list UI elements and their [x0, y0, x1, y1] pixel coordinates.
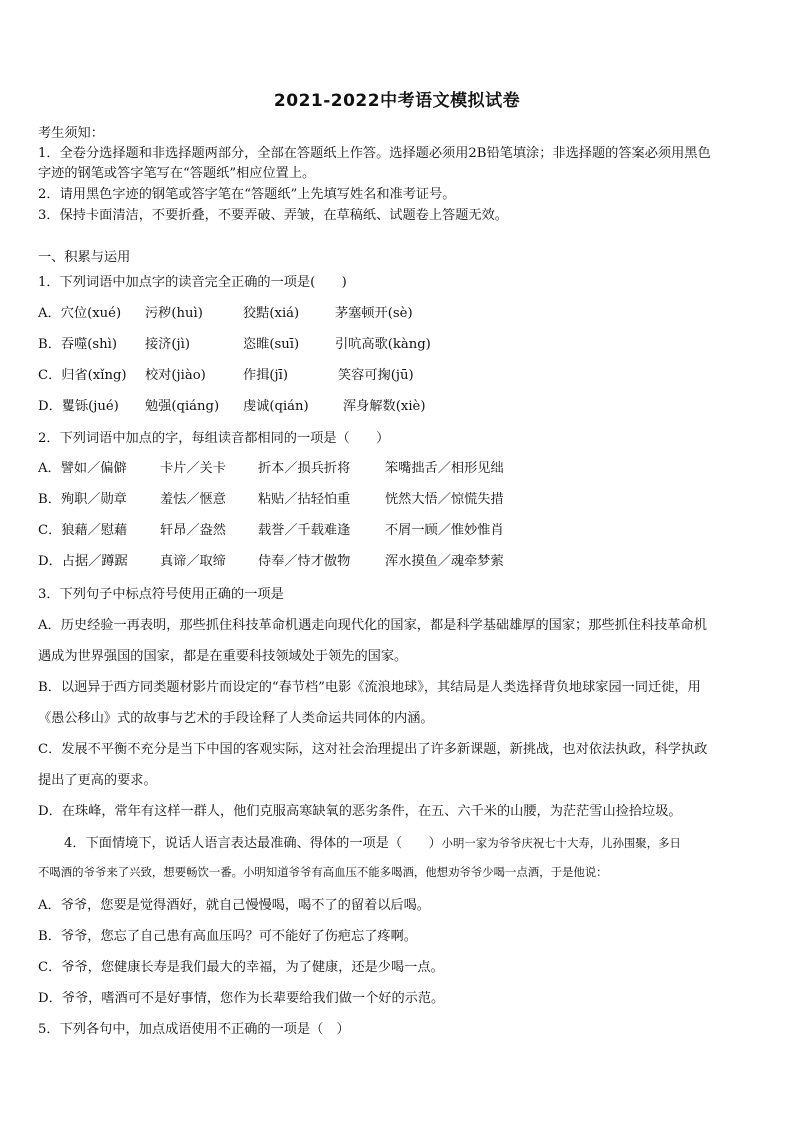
q3-line-7: D．在珠峰，常年有这样一群人，他们克服高寒缺氧的恶劣条件，在五、六千米的山腰，为茫茫雪山捡拾垃圾。: [38, 804, 682, 819]
q5-stem: 5．下列各句中，加点成语使用不正确的一项是（ ）: [38, 1022, 350, 1037]
q1-b-2: 接济(jì): [145, 337, 190, 352]
q1-a-3: 狡黠(xiá): [243, 306, 300, 321]
notice-line-2: 字迹的钢笔或答字笔写在“答题纸”相应位置上。: [38, 166, 316, 181]
q3-line-5: C．发展不平衡不充分是当下中国的客观实际，这对社会治理提出了许多新课题，新挑战，也对依法执政，科学执政: [38, 742, 708, 757]
q4-option-d: D．爷爷，嗜酒可不是好事情，您作为长辈要给我们做一个好的示范。: [38, 991, 445, 1006]
q1-c-1: C．归省(xǐng): [38, 368, 127, 383]
notice-line-3: 2．请用黑色字迹的钢笔或答字笔在“答题纸”上先填写姓名和准考证号。: [38, 187, 456, 202]
q3-line-1: A．历史经验一再表明，那些抓住科技革命机遇走向现代化的国家，都是科学基础雄厚的国家；那些抓住科技革命机: [38, 618, 707, 633]
notice-heading: 考生须知：: [38, 126, 104, 141]
notice-line-1: 1．全卷分选择题和非选择题两部分，全部在答题纸上作答。选择题必须用2B铅笔填涂；非选择题的答案必须用黑色: [38, 146, 711, 161]
q2-a-1: A．譬如／偏僻: [38, 461, 127, 476]
q3-stem: 3．下列句子中标点符号使用正确的一项是: [38, 587, 284, 602]
q2-d-4: 浑水摸鱼／魂牵梦萦: [385, 554, 504, 569]
q2-b-1: B．殉职／勋章: [38, 492, 127, 507]
q2-c-3: 载誉／千载难逢: [258, 523, 351, 538]
q1-a-2: 污秽(huì): [145, 306, 203, 321]
q1-b-4: 引吭高歌(kàng): [335, 337, 431, 352]
q4-stem-line: [64, 832, 681, 851]
q4-context-1: 小明一家为爷爷庆祝七十大寿，儿孙围聚，多日: [441, 836, 681, 850]
q2-a-4: 笨嘴拙舌／相形见绌: [385, 461, 504, 476]
q1-c-4: 笑容可掬(jū): [338, 368, 414, 383]
q2-b-4: 恍然大悟／惊慌失措: [385, 492, 504, 507]
q2-c-1: C．狼藉／慰藉: [38, 523, 128, 538]
q3-line-4: 《愚公移山》式的故事与艺术的手段诠释了人类命运共同体的内涵。: [38, 711, 434, 726]
q2-d-3: 侍奉／恃才傲物: [258, 554, 351, 569]
q2-d-2: 真谛／取缔: [160, 554, 226, 569]
q1-d-4: 浑身解数(xiè): [343, 399, 426, 414]
q1-c-3: 作揖(jī): [243, 368, 288, 383]
q1-b-1: B．吞噬(shì): [38, 337, 118, 352]
q1-a-4: 茅塞顿开(sè): [335, 306, 413, 321]
q2-c-2: 轩昂／盎然: [160, 523, 226, 538]
q1-b-3: 恣睢(suī): [243, 337, 300, 352]
q3-line-6: 提出了更高的要求。: [38, 773, 157, 788]
q3-line-3: B．以迥异于西方同类题材影片而设定的“春节档”电影《流浪地球》，其结局是人类选择背负地球家园一同迁徙，用: [38, 680, 701, 695]
notice-line-4: 3．保持卡面清洁，不要折叠，不要弄破、弄皱，在草稿纸、试题卷上答题无效。: [38, 208, 508, 223]
page-title: 2021-2022中考语文模拟试卷: [273, 91, 521, 111]
q1-d-1: D．矍铄(jué): [38, 399, 119, 414]
q4-stem: 4．下面情境下，说话人语言表达最准确、得体的一项是（ ）: [64, 836, 442, 851]
q2-a-3: 折本／损兵折将: [258, 461, 351, 476]
q2-stem: 2．下列词语中加点的字，每组读音都相同的一项是（ ）: [38, 431, 390, 446]
q1-a-1: A．穴位(xué): [38, 306, 122, 321]
q1-stem: 1．下列词语中加点字的读音完全正确的一项是( ): [38, 275, 347, 290]
q3-line-2: 遇成为世界强国的国家，都是在重要科技领域处于领先的国家。: [38, 649, 408, 664]
q1-c-2: 校对(jiào): [145, 368, 206, 383]
q1-d-2: 勉强(qiáng): [145, 399, 220, 414]
q2-b-2: 羞怯／惬意: [160, 492, 226, 507]
q1-d-3: 虔诚(qián): [243, 399, 309, 414]
q2-a-2: 卡片／关卡: [160, 461, 226, 476]
q2-c-4: 不屑一顾／惟妙惟肖: [385, 523, 504, 538]
q4-option-c: C．爷爷，您健康长寿是我们最大的幸福，为了健康，还是少喝一点。: [38, 960, 444, 975]
q4-context-2: 不喝酒的爷爷来了兴致，想要畅饮一番。小明知道爷爷有高血压不能多喝酒，他想劝爷爷少喝一点酒，于是他说：: [38, 865, 608, 879]
q2-b-3: 粘贴／拈轻怕重: [258, 492, 351, 507]
section-heading: 一、积累与运用: [38, 250, 131, 265]
q4-option-a: A．爷爷，您要是觉得酒好，就自己慢慢喝，喝不了的留着以后喝。: [38, 898, 430, 913]
q2-d-1: D．占据／蹲踞: [38, 554, 128, 569]
q4-option-b: B．爷爷，您忘了自己患有高血压吗？可不能好了伤疤忘了疼啊。: [38, 929, 417, 944]
